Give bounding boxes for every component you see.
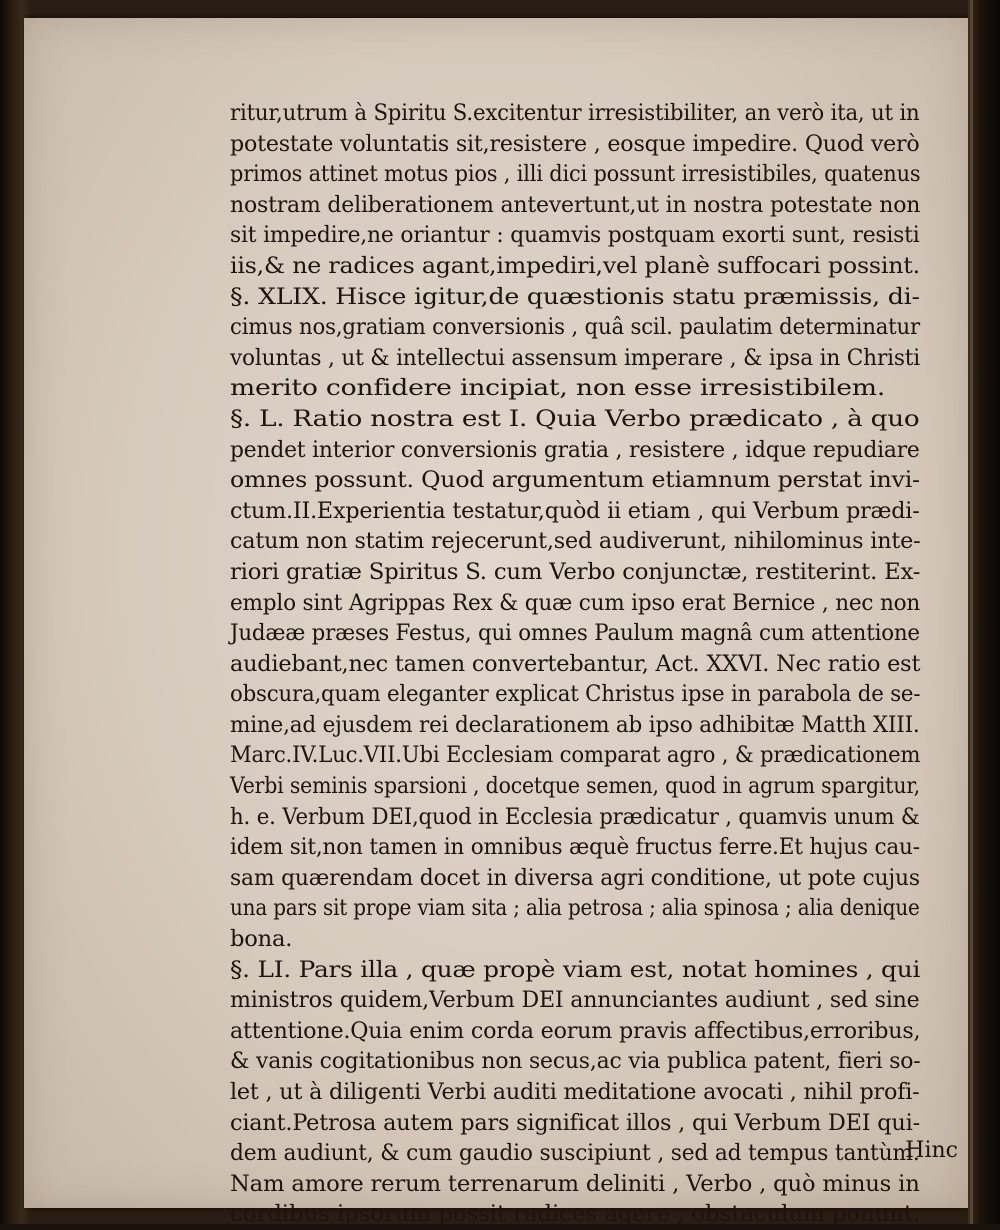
text-line: §. LI. Pars illa , quæ propè viam est, notat homines , qui: [230, 956, 921, 983]
text-line: emplo sint Agrippas Rex & quæ cum ipso erat Bernice , nec non: [230, 589, 921, 616]
text-line: potestate voluntatis sit,resistere , eosque impedire. Quod verò: [230, 130, 920, 157]
text-line: §. L. Ratio nostra est I. Quia Verbo prædicato , à quo: [230, 405, 920, 432]
text-line: cimus nos,gratiam conversionis , quâ scil. paulatim determinatur: [230, 314, 920, 341]
text-line: Nam amore rerum terrenarum deliniti , Verbo , quò minus in: [230, 1170, 920, 1197]
text-line: idem sit,non tamen in omnibus æquè fructus ferre.Et hujus cau-: [230, 834, 920, 861]
text-line: riori gratiæ Spiritus S. cum Verbo conjunctæ, restiterint. Ex-: [230, 558, 921, 585]
text-line: obscura,quam eleganter explicat Christus ipse in parabola de se-: [230, 681, 921, 708]
text-line: cordibus ipsorum possit radices agere , obstaculum ponunt.: [230, 1201, 921, 1228]
text-line: nostram deliberationem antevertunt,ut in nostra potestate non: [230, 191, 921, 218]
text-line: sam quærendam docet in diversa agri conditione, ut pote cujus: [230, 864, 920, 891]
text-line: bona.: [230, 926, 293, 953]
catchword: Hinc: [905, 1138, 958, 1163]
text-line: ministros quidem,Verbum DEI annunciantes audiunt , sed sine: [230, 987, 920, 1014]
text-line: merito confidere incipiat, non esse irresistibilem.: [230, 375, 886, 402]
page-edge: [968, 0, 1000, 1224]
text-line: ciant.Petrosa autem pars significat illos , qui Verbum DEI qui-: [230, 1109, 920, 1136]
text-line: voluntas , ut & intellectui assensum imperare , & ipsa in Christi: [230, 344, 920, 371]
text-line: & vanis cogitationibus non secus,ac via publica patent, fieri so-: [230, 1048, 921, 1075]
text-line: iis,& ne radices agant,impediri,vel planè suffocari possint.: [230, 252, 920, 279]
text-line: Judææ præses Festus, qui omnes Paulum magnâ cum attentione: [230, 620, 920, 647]
text-line: dem audiunt, & cum gaudio suscipiunt , sed ad tempus tantùm.: [230, 1140, 920, 1167]
text-line: Marc.IV.Luc.VII.Ubi Ecclesiam comparat agro , & prædicationem: [230, 742, 921, 769]
text-line: primos attinet motus pios , illi dici possunt irresistibiles, quatenus: [230, 161, 921, 188]
text-line: let , ut à diligenti Verbi auditi meditatione avocati , nihil profi-: [230, 1079, 920, 1105]
text-line: omnes possunt. Quod argumentum etiamnum perstat invi-: [230, 467, 920, 494]
text-line: ritur,utrum à Spiritu S.excitentur irresistibiliter, an verò ita, ut in: [230, 100, 920, 126]
text-line: catum non statim rejecerunt,sed audiverunt, nihilominus inte-: [230, 528, 921, 555]
body-text: [230, 98, 920, 1230]
text-line: h. e. Verbum DEI,quod in Ecclesia prædicatur , quamvis unum &: [230, 803, 920, 830]
text-line: sit impedire,ne oriantur : quamvis postquam exorti sunt, resisti: [230, 222, 920, 249]
text-line: §. XLIX. Hisce igitur,de quæstionis statu præmissis, di-: [230, 283, 920, 310]
text-line: una pars sit prope viam sita ; alia petrosa ; alia spinosa ; alia denique: [230, 895, 920, 922]
text-line: Verbi seminis sparsioni , docetque semen, quod in agrum spargitur,: [230, 773, 921, 800]
text-line: audiebant,nec tamen convertebantur, Act. XXVI. Nec ratio est: [230, 650, 921, 677]
text-line: mine,ad ejusdem rei declarationem ab ipso adhibitæ Matth XIII.: [230, 711, 920, 738]
text-line: pendet interior conversionis gratia , resistere , idque repudiare: [230, 436, 920, 463]
text-line: ctum.II.Experientia testatur,quòd ii etiam , qui Verbum prædi-: [230, 497, 920, 524]
text-line: attentione.Quia enim corda eorum pravis affectibus,erroribus,: [230, 1017, 921, 1044]
